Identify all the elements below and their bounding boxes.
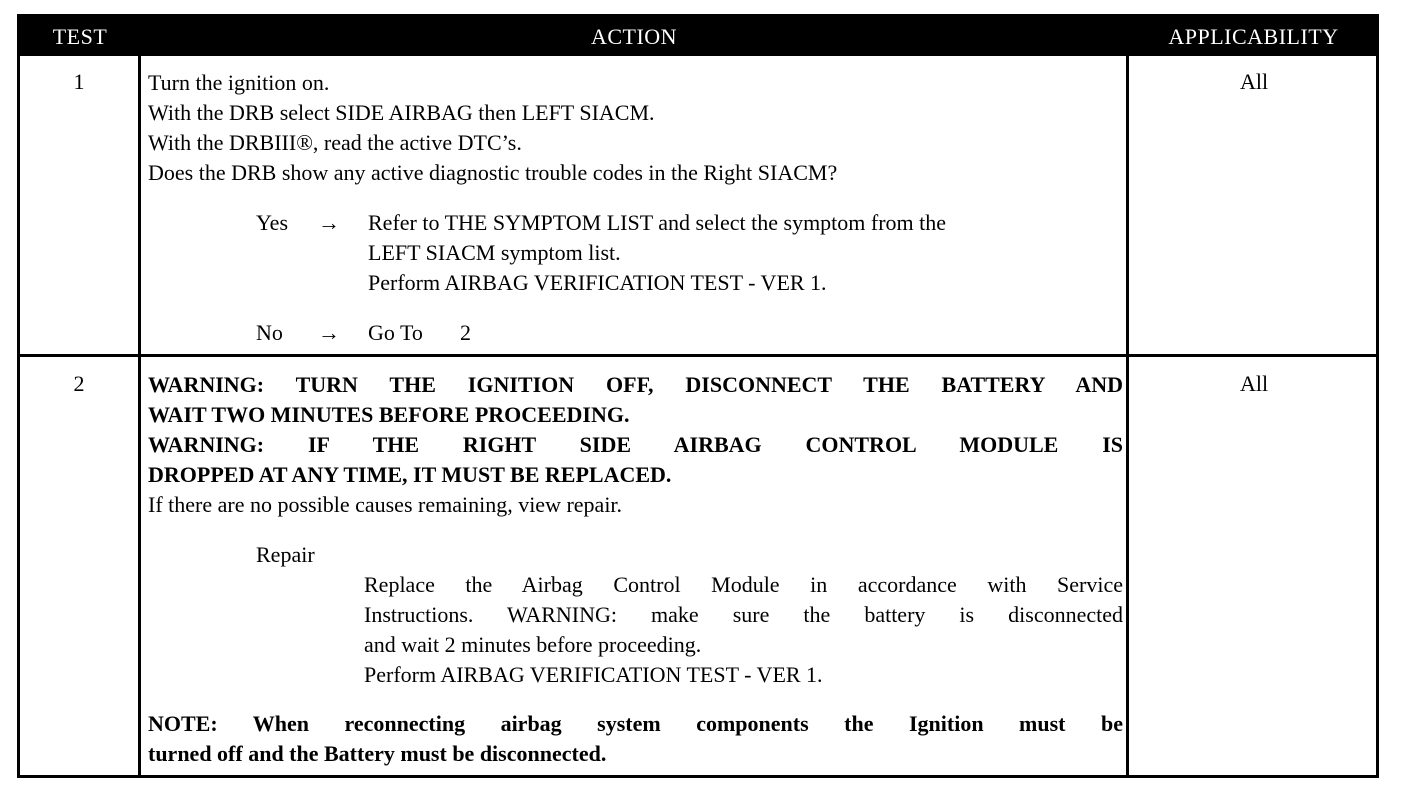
column-divider-test	[138, 56, 141, 775]
row2-repair-label: Repair	[256, 542, 315, 567]
row1-line: Turn the ignition on.	[148, 70, 330, 95]
row1-no-label: No	[256, 320, 283, 345]
row1-applicability: All	[1239, 69, 1269, 94]
repair-line: and wait 2 minutes before proceeding.	[364, 632, 702, 657]
warning-line: DROPPED AT ANY TIME, IT MUST BE REPLACED.	[148, 462, 672, 487]
row1-yes-label: Yes	[256, 210, 289, 235]
repair-line: Instructions. WARNING: make sure the battery is disconnected	[364, 602, 1123, 627]
row2-repair-instructions	[364, 570, 1123, 690]
row2-warning-ignition	[148, 370, 1123, 430]
repair-line: Perform AIRBAG VERIFICATION TEST - VER 1.	[364, 662, 823, 687]
warning-line: WARNING: IF THE RIGHT SIDE AIRBAG CONTROL MODULE IS	[148, 432, 1123, 457]
note-line: NOTE: When reconnecting airbag system components the Ignition must be	[148, 711, 1123, 736]
warning-line: WARNING: TURN THE IGNITION OFF, DISCONNECT THE BATTERY AND	[148, 372, 1123, 397]
row1-instructions	[148, 68, 1123, 188]
row2-instruction-text: If there are no possible causes remaining, view repair.	[148, 492, 623, 517]
row1-line: With the DRB select SIDE AIRBAG then LEFT SIACM.	[148, 100, 655, 125]
row1-no-goto: Go To	[368, 320, 423, 345]
no-arrow-icon: →	[318, 320, 340, 345]
yes-result-line: Refer to THE SYMPTOM LIST and select the symptom from the	[368, 210, 947, 235]
header-applicability: APPLICABILITY	[1168, 24, 1339, 49]
yes-result-line: Perform AIRBAG VERIFICATION TEST - VER 1.	[368, 270, 827, 295]
row1-line: With the DRBIII®, read the active DTC’s.	[148, 130, 522, 155]
row2-note	[148, 709, 1123, 769]
row1-no-target[interactable]: 2	[460, 320, 471, 345]
row1-test-number: 1	[73, 69, 85, 94]
row2-warning-module	[148, 430, 1123, 490]
row2-applicability: All	[1239, 371, 1269, 396]
header-action: ACTION	[590, 24, 678, 49]
warning-line: WAIT TWO MINUTES BEFORE PROCEEDING.	[148, 402, 630, 427]
row2-test-number: 2	[73, 371, 85, 396]
row-divider	[20, 354, 1376, 357]
repair-line: Replace the Airbag Control Module in accordance with Service	[364, 572, 1123, 597]
column-divider-action	[1126, 56, 1129, 775]
header-test: TEST	[52, 24, 108, 49]
yes-result-line: LEFT SIACM symptom list.	[368, 240, 621, 265]
row1-yes-result	[368, 208, 1123, 298]
note-line: turned off and the Battery must be disconnected.	[148, 741, 607, 766]
table-header	[20, 17, 1376, 56]
row1-line: Does the DRB show any active diagnostic trouble codes in the Right SIACM?	[148, 160, 838, 185]
diagnostic-test-table	[17, 14, 1379, 778]
yes-arrow-icon: →	[318, 210, 340, 235]
